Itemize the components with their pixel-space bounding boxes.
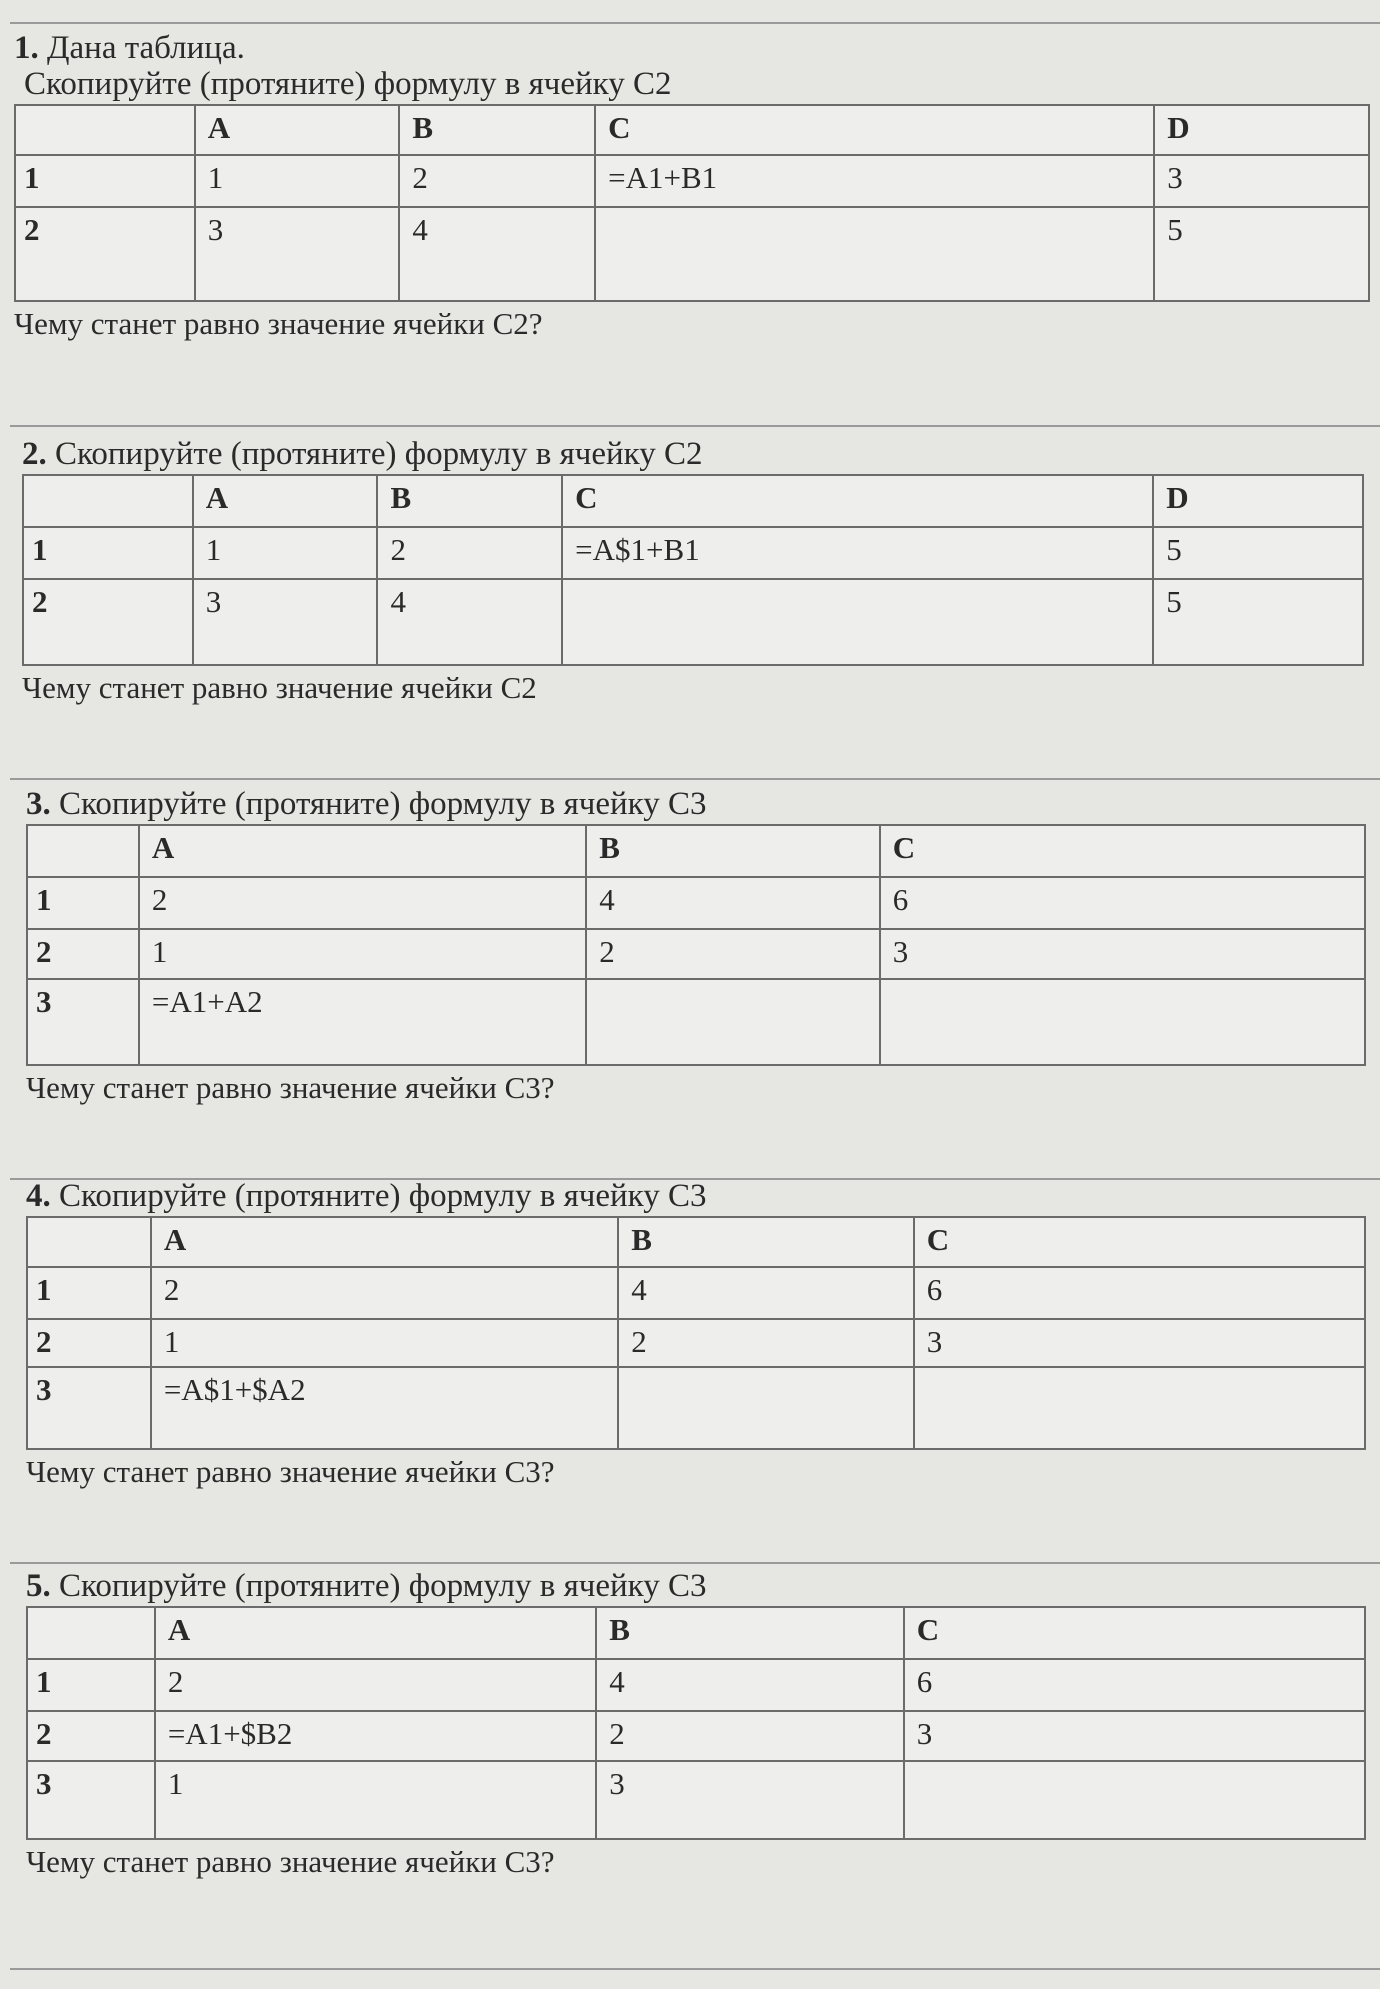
- column-header: D: [1154, 105, 1369, 155]
- task-title: [14, 30, 1370, 66]
- separator-rule: [10, 778, 1380, 780]
- page-top-rule: [10, 22, 1380, 24]
- table-cell: 2: [399, 155, 595, 207]
- column-header: A: [195, 105, 400, 155]
- table-cell: 2: [586, 929, 880, 979]
- task-title: [26, 1178, 1366, 1214]
- task-2: [22, 436, 1364, 706]
- task-question: Чему станет равно значение ячейки С3?: [26, 1070, 555, 1105]
- row-header: 1: [15, 155, 195, 207]
- column-header: B: [618, 1217, 914, 1267]
- table-cell: 3: [1154, 155, 1369, 207]
- table-cell: 3: [193, 579, 378, 665]
- column-header: C: [914, 1217, 1365, 1267]
- row-header: 2: [27, 1711, 155, 1761]
- table-cell: [914, 1367, 1365, 1449]
- column-header: C: [880, 825, 1365, 877]
- task-question: Чему станет равно значение ячейки С2: [22, 670, 537, 705]
- row-header: 2: [15, 207, 195, 301]
- column-header: A: [155, 1607, 596, 1659]
- task-title: [22, 436, 1364, 472]
- table-cell: 2: [155, 1659, 596, 1711]
- task-3: [26, 786, 1366, 1106]
- spreadsheet-table: [26, 824, 1366, 1066]
- task-title-text: Скопируйте (протяните) формулу в ячейку С2: [55, 436, 703, 472]
- column-header: B: [399, 105, 595, 155]
- table-cell: 6: [904, 1659, 1365, 1711]
- table-cell: 2: [618, 1319, 914, 1367]
- table-cell: 6: [914, 1267, 1365, 1319]
- table-cell: 1: [139, 929, 586, 979]
- column-header: C: [904, 1607, 1365, 1659]
- table-cell: 4: [596, 1659, 904, 1711]
- task-title: [26, 1568, 1366, 1604]
- task-number: 5.: [26, 1568, 51, 1604]
- row-header: 1: [23, 527, 193, 579]
- table-cell: [618, 1367, 914, 1449]
- page-bottom-rule: [10, 1968, 1380, 1970]
- table-cell: [586, 979, 880, 1065]
- spreadsheet-table: [26, 1606, 1366, 1840]
- row-header: 1: [27, 1659, 155, 1711]
- task-number: 4.: [26, 1178, 51, 1214]
- task-question: Чему станет равно значение ячейки С3?: [26, 1844, 555, 1879]
- table-cell: 6: [880, 877, 1365, 929]
- column-header: B: [586, 825, 880, 877]
- spreadsheet-table: [26, 1216, 1366, 1450]
- column-header: C: [562, 475, 1153, 527]
- corner-cell: [27, 825, 139, 877]
- column-header: D: [1153, 475, 1363, 527]
- row-header: 2: [23, 579, 193, 665]
- task-question: Чему станет равно значение ячейки С3?: [26, 1454, 555, 1489]
- table-cell: [595, 207, 1154, 301]
- table-cell: 3: [195, 207, 400, 301]
- table-cell: [880, 979, 1365, 1065]
- table-cell: 4: [618, 1267, 914, 1319]
- row-header: 2: [27, 929, 139, 979]
- task-number: 2.: [22, 436, 47, 472]
- spreadsheet-table: [22, 474, 1364, 666]
- table-cell: 3: [904, 1711, 1365, 1761]
- table-cell: 4: [399, 207, 595, 301]
- table-cell: 4: [377, 579, 562, 665]
- table-cell: 2: [151, 1267, 618, 1319]
- separator-rule: [10, 1562, 1380, 1564]
- table-cell: [904, 1761, 1365, 1839]
- spreadsheet-table: [14, 104, 1370, 302]
- column-header: A: [151, 1217, 618, 1267]
- task-question: Чему станет равно значение ячейки С2?: [14, 306, 543, 341]
- column-header: B: [377, 475, 562, 527]
- table-cell: 1: [195, 155, 400, 207]
- table-cell: 1: [151, 1319, 618, 1367]
- formula-cell: =A1+$B2: [155, 1711, 596, 1761]
- row-header: 1: [27, 877, 139, 929]
- task-title: [26, 786, 1366, 822]
- table-cell: 3: [596, 1761, 904, 1839]
- row-header: 3: [27, 1761, 155, 1839]
- table-cell: 5: [1154, 207, 1369, 301]
- corner-cell: [27, 1217, 151, 1267]
- column-header: B: [596, 1607, 904, 1659]
- row-header: 3: [27, 1367, 151, 1449]
- task-number: 1.: [14, 30, 39, 66]
- table-cell: 5: [1153, 579, 1363, 665]
- table-cell: 4: [586, 877, 880, 929]
- task-subtitle: Скопируйте (протяните) формулу в ячейку С2: [24, 66, 672, 102]
- task-title-text: Дана таблица.: [47, 30, 245, 66]
- row-header: 3: [27, 979, 139, 1065]
- task-5: [26, 1568, 1366, 1880]
- table-cell: 2: [377, 527, 562, 579]
- formula-cell: =A$1+B1: [562, 527, 1153, 579]
- table-cell: 2: [139, 877, 586, 929]
- table-cell: 5: [1153, 527, 1363, 579]
- row-header: 2: [27, 1319, 151, 1367]
- formula-cell: =A1+A2: [139, 979, 586, 1065]
- task-title-text: Скопируйте (протяните) формулу в ячейку С3: [59, 1178, 707, 1214]
- task-title-text: Скопируйте (протяните) формулу в ячейку С3: [59, 786, 707, 822]
- column-header: C: [595, 105, 1154, 155]
- table-cell: 3: [914, 1319, 1365, 1367]
- column-header: A: [193, 475, 378, 527]
- table-cell: 1: [155, 1761, 596, 1839]
- table-cell: 3: [880, 929, 1365, 979]
- task-title-text: Скопируйте (протяните) формулу в ячейку С3: [59, 1568, 707, 1604]
- row-header: 1: [27, 1267, 151, 1319]
- separator-rule: [10, 425, 1380, 427]
- formula-cell: =A1+B1: [595, 155, 1154, 207]
- corner-cell: [27, 1607, 155, 1659]
- task-number: 3.: [26, 786, 51, 822]
- column-header: A: [139, 825, 586, 877]
- task-4: [26, 1178, 1366, 1490]
- corner-cell: [15, 105, 195, 155]
- table-cell: [562, 579, 1153, 665]
- formula-cell: =A$1+$A2: [151, 1367, 618, 1449]
- corner-cell: [23, 475, 193, 527]
- table-cell: 1: [193, 527, 378, 579]
- table-cell: 2: [596, 1711, 904, 1761]
- task-1: [14, 30, 1370, 342]
